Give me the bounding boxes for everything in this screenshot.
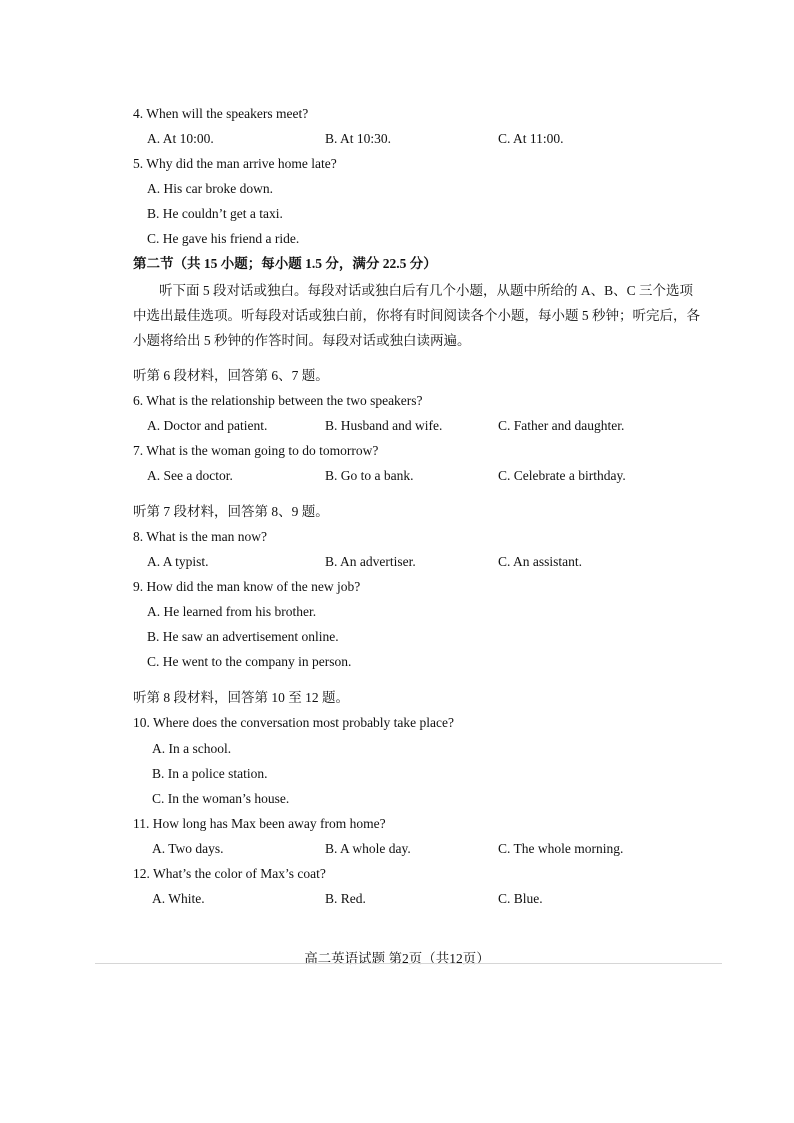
question-9-option-b: B. He saw an advertisement online. — [147, 629, 339, 644]
question-7-stem: 7. What is the woman going to do tomorrow? — [133, 443, 379, 458]
question-12-stem: 12. What’s the color of Max’s coat? — [133, 866, 326, 881]
material-8-label: 听第 8 段材料，回答第 10 至 12 题。 — [133, 690, 349, 705]
question-9-option-c: C. He went to the company in person. — [147, 654, 352, 669]
question-11-option-a: A. Two days. — [152, 841, 224, 856]
material-6-label: 听第 6 段材料，回答第 6、7 题。 — [133, 368, 329, 383]
question-5-option-a: A. His car broke down. — [147, 181, 273, 196]
question-10-stem: 10. Where does the conversation most probably take place? — [133, 715, 455, 730]
question-8-option-c: C. An assistant. — [498, 554, 583, 569]
question-10-option-b: B. In a police station. — [152, 766, 268, 781]
question-6-option-b: B. Husband and wife. — [325, 418, 443, 433]
question-12-option-b: B. Red. — [325, 891, 366, 906]
question-5-option-c: C. He gave his friend a ride. — [147, 231, 300, 246]
footer-divider — [95, 963, 722, 964]
question-4-option-c: C. At 11:00. — [498, 131, 564, 146]
question-7-option-a: A. See a doctor. — [147, 468, 233, 483]
question-6-stem: 6. What is the relationship between the two speakers? — [133, 393, 423, 408]
question-7-option-b: B. Go to a bank. — [325, 468, 414, 483]
question-8-option-a: A. A typist. — [147, 554, 209, 569]
question-12-option-a: A. White. — [152, 891, 205, 906]
question-10-option-c: C. In the woman’s house. — [152, 791, 290, 806]
question-8-stem: 8. What is the man now? — [133, 529, 267, 544]
question-6-option-a: A. Doctor and patient. — [147, 418, 268, 433]
question-4-option-b: B. At 10:30. — [325, 131, 392, 146]
question-11-option-c: C. The whole morning. — [498, 841, 624, 856]
question-4-option-a: A. At 10:00. — [147, 131, 214, 146]
question-10-option-a: A. In a school. — [152, 741, 232, 756]
question-5-option-b: B. He couldn’t get a taxi. — [147, 206, 283, 221]
section-2-instructions: 听下面 5 段对话或独白。每段对话或独白后有几个小题，从题中所给的 A、B、C 三个选项中选出最佳选项。听每段对话或独白前，你将有时间阅读各个小题，每小题 5 秒钟；听完后，各小题将给出 5 秒钟的作答时间。每段对话或独白读两遍。 — [133, 283, 700, 348]
question-12-option-c: C. Blue. — [498, 891, 543, 906]
question-9-stem: 9. How did the man know of the new job? — [133, 579, 361, 594]
question-6-option-c: C. Father and daughter. — [498, 418, 625, 433]
question-4-stem: 4. When will the speakers meet? — [133, 106, 309, 121]
question-7-option-c: C. Celebrate a birthday. — [498, 468, 626, 483]
question-11-option-b: B. A whole day. — [325, 841, 411, 856]
material-7-label: 听第 7 段材料，回答第 8、9 题。 — [133, 504, 329, 519]
question-9-option-a: A. He learned from his brother. — [147, 604, 317, 619]
section-2-heading: 第二节（共 15 小题；每小题 1.5 分，满分 22.5 分） — [133, 256, 437, 271]
question-5-stem: 5. Why did the man arrive home late? — [133, 156, 337, 171]
page-footer: 高二英语试题 第2页（共12页） — [304, 951, 490, 966]
question-8-option-b: B. An advertiser. — [325, 554, 416, 569]
question-11-stem: 11. How long has Max been away from home? — [133, 816, 386, 831]
